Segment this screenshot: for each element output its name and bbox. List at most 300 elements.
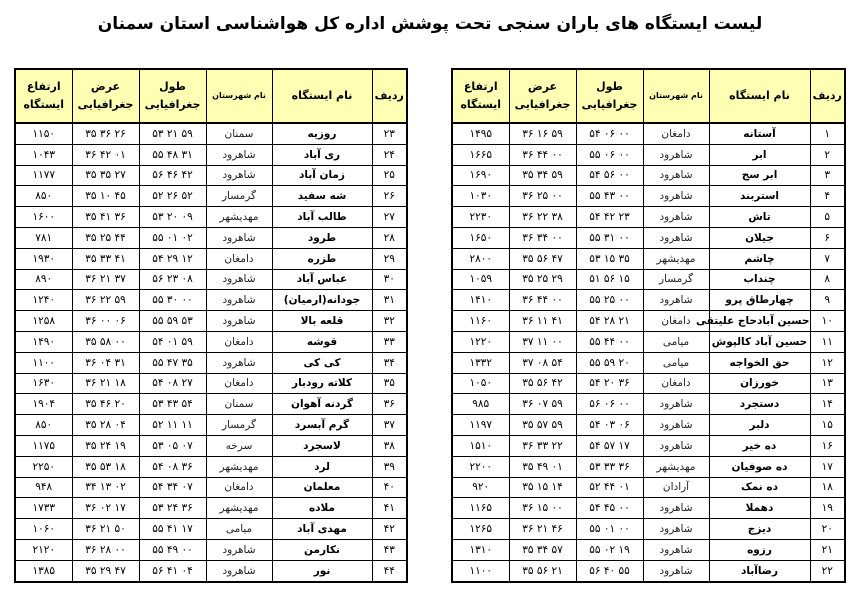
station-altitude: ۱۹۳۰: [15, 248, 72, 269]
station-name: جیلان: [709, 227, 810, 248]
station-longitude: ۵۴ ۰۸ ۳۶: [139, 456, 206, 477]
station-name: دهملا: [709, 498, 810, 519]
station-id: ۴۳: [372, 539, 407, 560]
station-name: معلمان: [272, 477, 372, 498]
station-longitude: ۵۳ ۲۰ ۰۹: [139, 207, 206, 228]
col-header-alt: [452, 69, 509, 123]
station-longitude: ۵۵ ۲۵ ۰۰: [576, 290, 643, 311]
station-altitude: ۱۳۳۲: [452, 352, 509, 373]
station-latitude: ۳۵ ۴۹ ۰۱: [509, 456, 576, 477]
station-id: ۲۴: [372, 144, 407, 165]
table-row: [15, 165, 407, 186]
station-city: شاهرود: [206, 227, 272, 248]
station-id: ۱: [810, 123, 845, 144]
station-id: ۱۷: [810, 456, 845, 477]
station-name: دلبر: [709, 415, 810, 436]
station-longitude: ۵۲ ۱۱ ۱۱: [139, 415, 206, 436]
table-row: [452, 311, 845, 332]
station-longitude: ۵۵ ۴۴ ۰۰: [576, 331, 643, 352]
station-latitude: ۳۶ ۲۸ ۰۰: [72, 539, 139, 560]
station-id: ۱۵: [810, 415, 845, 436]
station-city: گرمسار: [206, 186, 272, 207]
station-longitude: ۵۳ ۴۳ ۵۴: [139, 394, 206, 415]
station-latitude: ۳۵ ۱۰ ۴۵: [72, 186, 139, 207]
table-row: [452, 269, 845, 290]
station-longitude: ۵۵ ۴۷ ۳۵: [139, 352, 206, 373]
station-latitude: ۳۶ ۲۱ ۳۷: [72, 269, 139, 290]
station-longitude: ۵۳ ۲۴ ۳۶: [139, 498, 206, 519]
station-id: ۳۴: [372, 352, 407, 373]
station-city: شاهرود: [643, 394, 709, 415]
station-latitude: ۳۵ ۲۵ ۴۴: [72, 227, 139, 248]
station-latitude: ۳۵ ۳۶ ۲۶: [72, 123, 139, 144]
station-latitude: ۳۵ ۲۴ ۱۹: [72, 435, 139, 456]
station-longitude: ۵۵ ۰۶ ۰۰: [576, 144, 643, 165]
station-name: دستجرد: [709, 394, 810, 415]
col-header-name: نام ایستگاه: [709, 69, 810, 123]
col-header-lat-line1: عرض: [527, 80, 558, 93]
station-id: ۴۴: [372, 560, 407, 581]
station-name: طالب آباد: [272, 207, 372, 228]
station-id: ۱۲: [810, 352, 845, 373]
station-city: مهدیشهر: [643, 248, 709, 269]
station-city: شاهرود: [643, 290, 709, 311]
station-id: ۲۱: [810, 539, 845, 560]
station-id: ۶: [810, 227, 845, 248]
station-id: ۲۸: [372, 227, 407, 248]
station-name: ده صوفیان: [709, 456, 810, 477]
station-id: ۳۸: [372, 435, 407, 456]
table-row: [15, 311, 407, 332]
station-id: ۱۶: [810, 435, 845, 456]
station-latitude: ۳۷ ۰۸ ۵۴: [509, 352, 576, 373]
station-name: عباس آباد: [272, 269, 372, 290]
station-id: ۲۷: [372, 207, 407, 228]
station-latitude: ۳۵ ۵۶ ۴۷: [509, 248, 576, 269]
table-row: [15, 539, 407, 560]
station-city: شاهرود: [206, 352, 272, 373]
station-id: ۳۶: [372, 394, 407, 415]
station-id: ۲۹: [372, 248, 407, 269]
station-name: زمان آباد: [272, 165, 372, 186]
station-latitude: ۳۵ ۳۵ ۲۷: [72, 165, 139, 186]
station-city: شاهرود: [206, 311, 272, 332]
table-row: [15, 373, 407, 394]
col-header-lat: [509, 69, 576, 123]
station-longitude: ۵۴ ۰۶ ۰۰: [576, 123, 643, 144]
station-city: دامغان: [206, 477, 272, 498]
station-id: ۲۵: [372, 165, 407, 186]
station-altitude: ۹۸۵: [452, 394, 509, 415]
col-header-lon-line1: طول: [596, 80, 623, 93]
station-latitude: ۳۶ ۰۴ ۳۱: [72, 352, 139, 373]
station-altitude: ۱۱۰۰: [452, 560, 509, 581]
station-id: ۸: [810, 269, 845, 290]
station-city: آرادان: [643, 477, 709, 498]
table-row: [452, 165, 845, 186]
station-id: ۱۴: [810, 394, 845, 415]
table-row: [452, 123, 845, 144]
station-longitude: ۵۵ ۴۳ ۰۰: [576, 186, 643, 207]
table-row: [452, 394, 845, 415]
station-longitude: ۵۴ ۳۴ ۰۷: [139, 477, 206, 498]
station-latitude: ۳۶ ۲۲ ۵۹: [72, 290, 139, 311]
station-latitude: ۳۵ ۴۶ ۲۰: [72, 394, 139, 415]
station-city: شاهرود: [643, 165, 709, 186]
station-longitude: ۵۵ ۳۱ ۰۰: [576, 227, 643, 248]
station-altitude: ۸۵۰: [15, 415, 72, 436]
table-row: [15, 207, 407, 228]
col-header-lon-line2: جغرافیایی: [581, 98, 638, 111]
station-longitude: ۵۵ ۵۹ ۲۰: [576, 352, 643, 373]
col-header-lat-line1: عرض: [90, 80, 121, 93]
stations-table-right: [451, 68, 846, 583]
table-body-left: [15, 123, 407, 582]
station-latitude: ۳۶ ۲۱ ۵۰: [72, 519, 139, 540]
station-city: دامغان: [643, 373, 709, 394]
table-row: [15, 227, 407, 248]
station-name: رضاآباد: [709, 560, 810, 581]
station-longitude: ۵۳ ۰۵ ۰۷: [139, 435, 206, 456]
station-id: ۳۵: [372, 373, 407, 394]
table-row: [15, 519, 407, 540]
station-longitude: ۵۲ ۲۶ ۵۲: [139, 186, 206, 207]
station-altitude: ۱۶۶۵: [452, 144, 509, 165]
station-longitude: ۵۴ ۲۹ ۱۲: [139, 248, 206, 269]
station-altitude: ۱۴۱۰: [452, 290, 509, 311]
station-city: مهدیشهر: [206, 456, 272, 477]
station-city: شاهرود: [643, 539, 709, 560]
station-longitude: ۵۴ ۰۳ ۰۶: [576, 415, 643, 436]
station-altitude: ۱۰۵۰: [452, 373, 509, 394]
station-name: شه سفید: [272, 186, 372, 207]
station-altitude: ۲۲۵۰: [15, 456, 72, 477]
station-altitude: ۱۹۰۴: [15, 394, 72, 415]
station-name: کلاته رودبار: [272, 373, 372, 394]
station-city: شاهرود: [643, 207, 709, 228]
page-title: لیست ایستگاه های باران سنجی تحت پوشش اداره کل هواشناسی استان سمنان: [97, 14, 763, 34]
station-latitude: ۳۶ ۰۰ ۰۶: [72, 311, 139, 332]
station-name: آستانه: [709, 123, 810, 144]
station-longitude: ۵۴ ۴۲ ۲۳: [576, 207, 643, 228]
station-altitude: ۱۲۶۵: [452, 519, 509, 540]
station-city: شاهرود: [206, 165, 272, 186]
table-row: [452, 456, 845, 477]
station-altitude: ۹۴۸: [15, 477, 72, 498]
station-city: شاهرود: [643, 435, 709, 456]
station-altitude: ۱۶۳۰: [15, 373, 72, 394]
col-header-id: ردیف: [810, 69, 845, 123]
station-id: ۱۰: [810, 311, 845, 332]
station-longitude: ۵۴ ۰۸ ۲۷: [139, 373, 206, 394]
station-altitude: ۷۸۱: [15, 227, 72, 248]
station-city: دامغان: [643, 123, 709, 144]
station-altitude: ۱۱۰۰: [15, 352, 72, 373]
col-header-alt-line2: ایستگاه: [460, 98, 502, 111]
col-header-lat-line2: جغرافیایی: [77, 98, 134, 111]
station-city: شاهرود: [206, 560, 272, 581]
station-city: شاهرود: [643, 560, 709, 581]
station-latitude: ۳۵ ۵۸ ۰۰: [72, 331, 139, 352]
station-latitude: ۳۶ ۲۵ ۰۰: [509, 186, 576, 207]
station-id: ۹: [810, 290, 845, 311]
station-latitude: ۳۵ ۵۳ ۱۸: [72, 456, 139, 477]
station-id: ۳۱: [372, 290, 407, 311]
station-altitude: ۱۶۵۰: [452, 227, 509, 248]
station-altitude: ۱۶۹۰: [452, 165, 509, 186]
station-name: ری آباد: [272, 144, 372, 165]
station-latitude: ۳۶ ۴۴ ۰۰: [509, 290, 576, 311]
station-name: گردنه آهوان: [272, 394, 372, 415]
station-latitude: ۳۶ ۴۴ ۰۰: [509, 144, 576, 165]
station-longitude: ۵۶ ۴۶ ۴۲: [139, 165, 206, 186]
station-latitude: ۳۶ ۳۴ ۰۰: [509, 227, 576, 248]
station-city: دامغان: [206, 248, 272, 269]
station-altitude: ۱۳۸۵: [15, 560, 72, 581]
station-id: ۳۷: [372, 415, 407, 436]
station-altitude: ۱۱۵۰: [15, 123, 72, 144]
table-row: [15, 331, 407, 352]
station-id: ۳۳: [372, 331, 407, 352]
station-name: کی کی: [272, 352, 372, 373]
station-altitude: ۱۰۴۳: [15, 144, 72, 165]
table-row: [452, 227, 845, 248]
col-header-alt-line2: ایستگاه: [23, 98, 65, 111]
station-id: ۲۳: [372, 123, 407, 144]
table-row: [452, 331, 845, 352]
table-row: [452, 144, 845, 165]
station-latitude: ۳۶ ۰۲ ۱۷: [72, 498, 139, 519]
table-row: [452, 207, 845, 228]
station-id: ۳۰: [372, 269, 407, 290]
col-header-alt-line1: ارتفاع: [26, 80, 61, 93]
station-city: شاهرود: [206, 269, 272, 290]
station-name: چنداب: [709, 269, 810, 290]
station-city: سرخه: [206, 435, 272, 456]
station-longitude: ۵۲ ۴۴ ۰۱: [576, 477, 643, 498]
station-longitude: ۵۳ ۳۳ ۳۶: [576, 456, 643, 477]
station-name: چهارطاق پرو: [709, 290, 810, 311]
station-longitude: ۵۵ ۰۱ ۰۲: [139, 227, 206, 248]
col-header-lon-line1: طول: [159, 80, 186, 93]
station-name: استربند: [709, 186, 810, 207]
station-city: شاهرود: [643, 144, 709, 165]
station-longitude: ۵۴ ۵۶ ۰۰: [576, 165, 643, 186]
station-altitude: ۱۱۶۵: [452, 498, 509, 519]
table-row: [452, 415, 845, 436]
station-city: گرمسار: [643, 269, 709, 290]
col-header-alt-line1: ارتفاع: [463, 80, 498, 93]
station-id: ۵: [810, 207, 845, 228]
col-header-city: نام شهرستان: [206, 69, 272, 123]
station-longitude: ۵۱ ۵۶ ۱۵: [576, 269, 643, 290]
station-city: شاهرود: [643, 415, 709, 436]
station-city: میامی: [643, 352, 709, 373]
station-longitude: ۵۴ ۲۸ ۲۱: [576, 311, 643, 332]
table-row: [452, 186, 845, 207]
col-header-lon-line2: جغرافیایی: [144, 98, 201, 111]
station-city: شاهرود: [206, 290, 272, 311]
table-row: [452, 560, 845, 581]
station-latitude: ۳۵ ۵۷ ۵۹: [509, 415, 576, 436]
station-altitude: ۱۲۴۰: [15, 290, 72, 311]
station-longitude: ۵۴ ۰۱ ۵۹: [139, 331, 206, 352]
station-name: طرود: [272, 227, 372, 248]
station-latitude: ۳۶ ۱۶ ۵۹: [509, 123, 576, 144]
station-city: شاهرود: [643, 186, 709, 207]
station-name: طزره: [272, 248, 372, 269]
table-body-right: [452, 123, 845, 582]
station-name: قوشه: [272, 331, 372, 352]
station-longitude: ۵۶ ۰۶ ۰۰: [576, 394, 643, 415]
station-longitude: ۵۵ ۴۹ ۰۰: [139, 539, 206, 560]
table-row: [15, 498, 407, 519]
col-header-id: ردیف: [372, 69, 407, 123]
station-latitude: ۳۵ ۲۸ ۰۴: [72, 415, 139, 436]
station-altitude: ۱۴۹۰: [15, 331, 72, 352]
station-latitude: ۳۶ ۲۲ ۳۸: [509, 207, 576, 228]
col-header-lon: [139, 69, 206, 123]
table-header-row: [15, 69, 407, 123]
station-city: شاهرود: [643, 519, 709, 540]
station-city: مهدیشهر: [206, 207, 272, 228]
station-name: لاسجرد: [272, 435, 372, 456]
col-header-lon: [576, 69, 643, 123]
col-header-lat: [72, 69, 139, 123]
station-city: شاهرود: [206, 539, 272, 560]
table-row: [15, 352, 407, 373]
station-latitude: ۳۵ ۲۹ ۴۷: [72, 560, 139, 581]
station-latitude: ۳۶ ۳۳ ۲۲: [509, 435, 576, 456]
station-altitude: ۱۰۵۹: [452, 269, 509, 290]
station-altitude: ۲۲۳۰: [452, 207, 509, 228]
station-id: ۴: [810, 186, 845, 207]
table-row: [452, 352, 845, 373]
stations-table-left: [14, 68, 408, 583]
station-name: نور: [272, 560, 372, 581]
station-longitude: ۵۵ ۰۲ ۱۹: [576, 539, 643, 560]
station-name: رزوه: [709, 539, 810, 560]
station-altitude: ۸۹۰: [15, 269, 72, 290]
station-latitude: ۳۵ ۲۵ ۲۹: [509, 269, 576, 290]
station-longitude: ۵۴ ۴۵ ۰۰: [576, 498, 643, 519]
station-longitude: ۵۶ ۴۰ ۵۵: [576, 560, 643, 581]
station-latitude: ۳۶ ۲۱ ۴۶: [509, 519, 576, 540]
station-altitude: ۱۲۵۸: [15, 311, 72, 332]
table-row: [452, 498, 845, 519]
station-id: ۲۶: [372, 186, 407, 207]
station-id: ۱۸: [810, 477, 845, 498]
station-latitude: ۳۵ ۴۱ ۳۶: [72, 207, 139, 228]
table-row: [15, 435, 407, 456]
station-longitude: ۵۴ ۲۰ ۳۶: [576, 373, 643, 394]
station-name: روزیه: [272, 123, 372, 144]
table-row: [15, 394, 407, 415]
station-name: لرد: [272, 456, 372, 477]
station-longitude: ۵۵ ۴۸ ۳۱: [139, 144, 206, 165]
station-altitude: ۱۱۷۵: [15, 435, 72, 456]
station-altitude: ۱۲۲۰: [452, 331, 509, 352]
table-row: [15, 269, 407, 290]
station-latitude: ۳۵ ۵۶ ۲۱: [509, 560, 576, 581]
station-id: ۳۹: [372, 456, 407, 477]
station-id: ۴۰: [372, 477, 407, 498]
station-city: مهدیشهر: [643, 456, 709, 477]
table-row: [15, 477, 407, 498]
station-name: ده نمک: [709, 477, 810, 498]
table-row: [15, 290, 407, 311]
table-row: [15, 248, 407, 269]
station-name: نکارمن: [272, 539, 372, 560]
table-row: [452, 519, 845, 540]
table-row: [452, 539, 845, 560]
station-name: ابر سج: [709, 165, 810, 186]
table-row: [452, 290, 845, 311]
station-city: شاهرود: [643, 227, 709, 248]
station-latitude: ۳۷ ۱۱ ۰۰: [509, 331, 576, 352]
station-id: ۲۰: [810, 519, 845, 540]
station-name: مهدی آباد: [272, 519, 372, 540]
station-longitude: ۵۶ ۲۳ ۰۸: [139, 269, 206, 290]
station-city: میامی: [643, 331, 709, 352]
station-city: دامغان: [643, 311, 709, 332]
station-longitude: ۵۴ ۵۷ ۱۷: [576, 435, 643, 456]
table-row: [15, 560, 407, 581]
station-city: شاهرود: [206, 144, 272, 165]
table-row: [15, 144, 407, 165]
station-latitude: ۳۵ ۳۴ ۵۹: [509, 165, 576, 186]
station-name: خورزان: [709, 373, 810, 394]
station-id: ۳۲: [372, 311, 407, 332]
station-altitude: ۱۱۹۷: [452, 415, 509, 436]
station-id: ۷: [810, 248, 845, 269]
station-latitude: ۳۶ ۱۱ ۴۱: [509, 311, 576, 332]
station-latitude: ۳۶ ۲۱ ۱۸: [72, 373, 139, 394]
station-name: ابر: [709, 144, 810, 165]
station-longitude: ۵۳ ۲۱ ۵۹: [139, 123, 206, 144]
station-altitude: ۱۵۱۰: [452, 435, 509, 456]
station-name: گرم آبسرد: [272, 415, 372, 436]
station-name: ده خیر: [709, 435, 810, 456]
col-header-lat-line2: جغرافیایی: [514, 98, 571, 111]
station-latitude: ۳۵ ۳۳ ۴۱: [72, 248, 139, 269]
station-altitude: ۲۱۲۰: [15, 539, 72, 560]
station-latitude: ۳۵ ۵۶ ۴۲: [509, 373, 576, 394]
station-latitude: ۳۶ ۴۲ ۰۱: [72, 144, 139, 165]
table-row: [452, 248, 845, 269]
station-city: شاهرود: [643, 498, 709, 519]
station-altitude: ۱۳۱۰: [452, 539, 509, 560]
table-row: [452, 373, 845, 394]
station-altitude: ۱۶۰۰: [15, 207, 72, 228]
station-latitude: ۳۵ ۱۵ ۱۴: [509, 477, 576, 498]
table-row: [15, 186, 407, 207]
station-city: دامغان: [206, 373, 272, 394]
station-id: ۲: [810, 144, 845, 165]
table-header-row: [452, 69, 845, 123]
station-id: ۴۱: [372, 498, 407, 519]
station-altitude: ۱۴۹۵: [452, 123, 509, 144]
table-row: [452, 477, 845, 498]
station-altitude: ۲۸۰۰: [452, 248, 509, 269]
station-id: ۱۹: [810, 498, 845, 519]
table-row: [15, 415, 407, 436]
station-altitude: ۱۰۶۰: [15, 519, 72, 540]
station-longitude: ۵۳ ۱۵ ۳۵: [576, 248, 643, 269]
station-id: ۴۲: [372, 519, 407, 540]
station-longitude: ۵۵ ۴۱ ۱۷: [139, 519, 206, 540]
station-longitude: ۵۶ ۴۱ ۰۴: [139, 560, 206, 581]
